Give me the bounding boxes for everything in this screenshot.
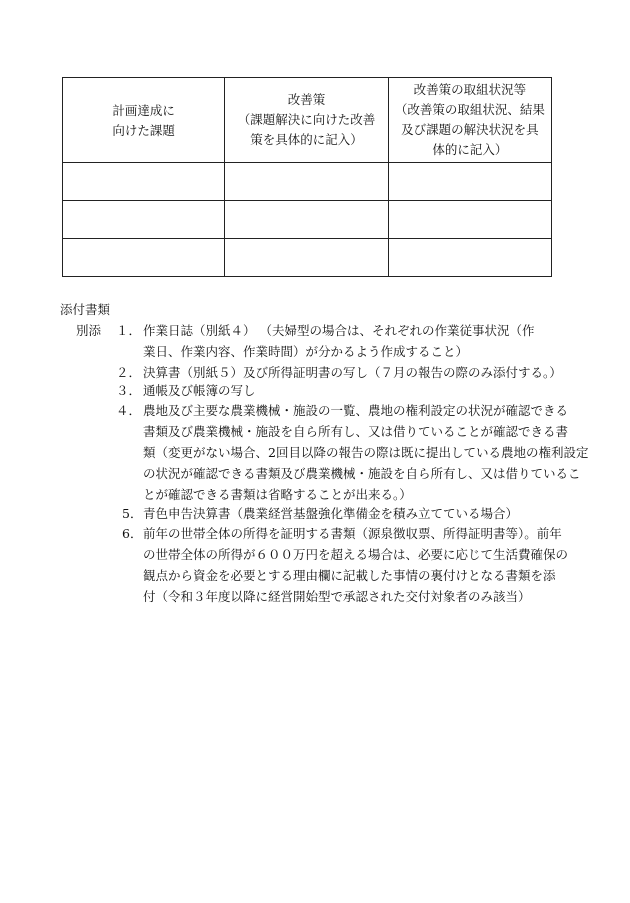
attachment-number: ２．: [116, 365, 142, 380]
table-row: [63, 201, 552, 239]
attachment-text-line: 通帳及び帳簿の写し: [143, 383, 256, 398]
attachment-number: １．: [116, 323, 142, 338]
table-cell[interactable]: [388, 163, 551, 201]
header-line: 改善策: [287, 92, 326, 107]
table-cell[interactable]: [225, 163, 388, 201]
table-cell[interactable]: [225, 201, 388, 239]
table-header-row: [63, 78, 552, 163]
table-row: [63, 239, 552, 277]
header-plan-issues: [63, 78, 225, 163]
attachment-number: 6．: [122, 526, 143, 541]
attachment-text-line: 前年の世帯全体の所得を証明する書類（源泉徴収票、所得証明書等）。前年: [143, 526, 562, 541]
attachment-text-line: 観点から資金を必要とする理由欄に記載した事情の裏付けとなる書類を添: [143, 568, 556, 583]
attachment-text-line: 決算書（別紙５）及び所得証明書の写し（７月の報告の際のみ添付する。）: [143, 365, 562, 380]
attachment-text-line: とが確認できる書類は省略することが出来る。）: [143, 487, 412, 502]
attachment-number: 5．: [122, 506, 143, 521]
attachment-text-line: 類（変更がない場合、2回目以降の報告の際は既に提出している農地の権利設定: [143, 445, 589, 460]
attachment-text-line: 青色申告決算書（農業経営基盤強化準備金を積み立てている場合）: [143, 506, 519, 521]
header-line: 及び課題の解決状況を具: [401, 122, 539, 137]
attachment-text-line: 業日、作業内容、作業時間）が分かるよう作成すること）: [143, 344, 469, 359]
header-implementation-status: [388, 78, 551, 163]
attachments-title: 添付書類: [60, 302, 111, 317]
header-improvement-measures: [225, 78, 388, 163]
header-line: 向けた課題: [112, 123, 175, 138]
header-line: 体的に記入）: [432, 142, 508, 157]
attachment-text-line: 農地及び主要な農業機械・施設の一覧、農地の権利設定の状況が確認できる: [143, 403, 569, 418]
attachment-text-line: 付（令和３年度以降に経営開始型で承認された交付対象者のみ該当）: [143, 589, 531, 604]
attachment-text-line: の状況が確認できる書類及び農業機械・施設を自ら所有し、又は借りているこ: [143, 466, 581, 481]
header-line: 策を具体的に記入）: [250, 132, 363, 147]
header-line: （課題解決に向けた改善: [237, 112, 376, 127]
table-cell[interactable]: [63, 163, 225, 201]
attachment-text-line: 書類及び農業機械・施設を自ら所有し、又は借りていることが確認できる書: [143, 424, 569, 439]
table-cell[interactable]: [63, 239, 225, 277]
attachments-label: 別添: [76, 323, 102, 338]
attachment-number: ３．: [116, 383, 142, 398]
improvement-plan-table: [62, 77, 552, 277]
attachment-number: ４．: [116, 403, 142, 418]
header-line: （改善策の取組状況、結果: [394, 102, 545, 117]
table-cell[interactable]: [63, 201, 225, 239]
table-cell[interactable]: [225, 239, 388, 277]
header-line: 改善策の取組状況等: [413, 82, 527, 97]
table-row: [63, 163, 552, 201]
attachment-text-line: の世帯全体の所得が６００万円を超える場合は、必要に応じて生活費確保の: [143, 547, 569, 562]
table-cell[interactable]: [388, 239, 551, 277]
header-line: 計画達成に: [112, 103, 175, 118]
table-cell[interactable]: [388, 201, 551, 239]
attachment-text-line: 作業日誌（別紙４） （夫婦型の場合は、それぞれの作業従事状況（作: [143, 323, 535, 338]
